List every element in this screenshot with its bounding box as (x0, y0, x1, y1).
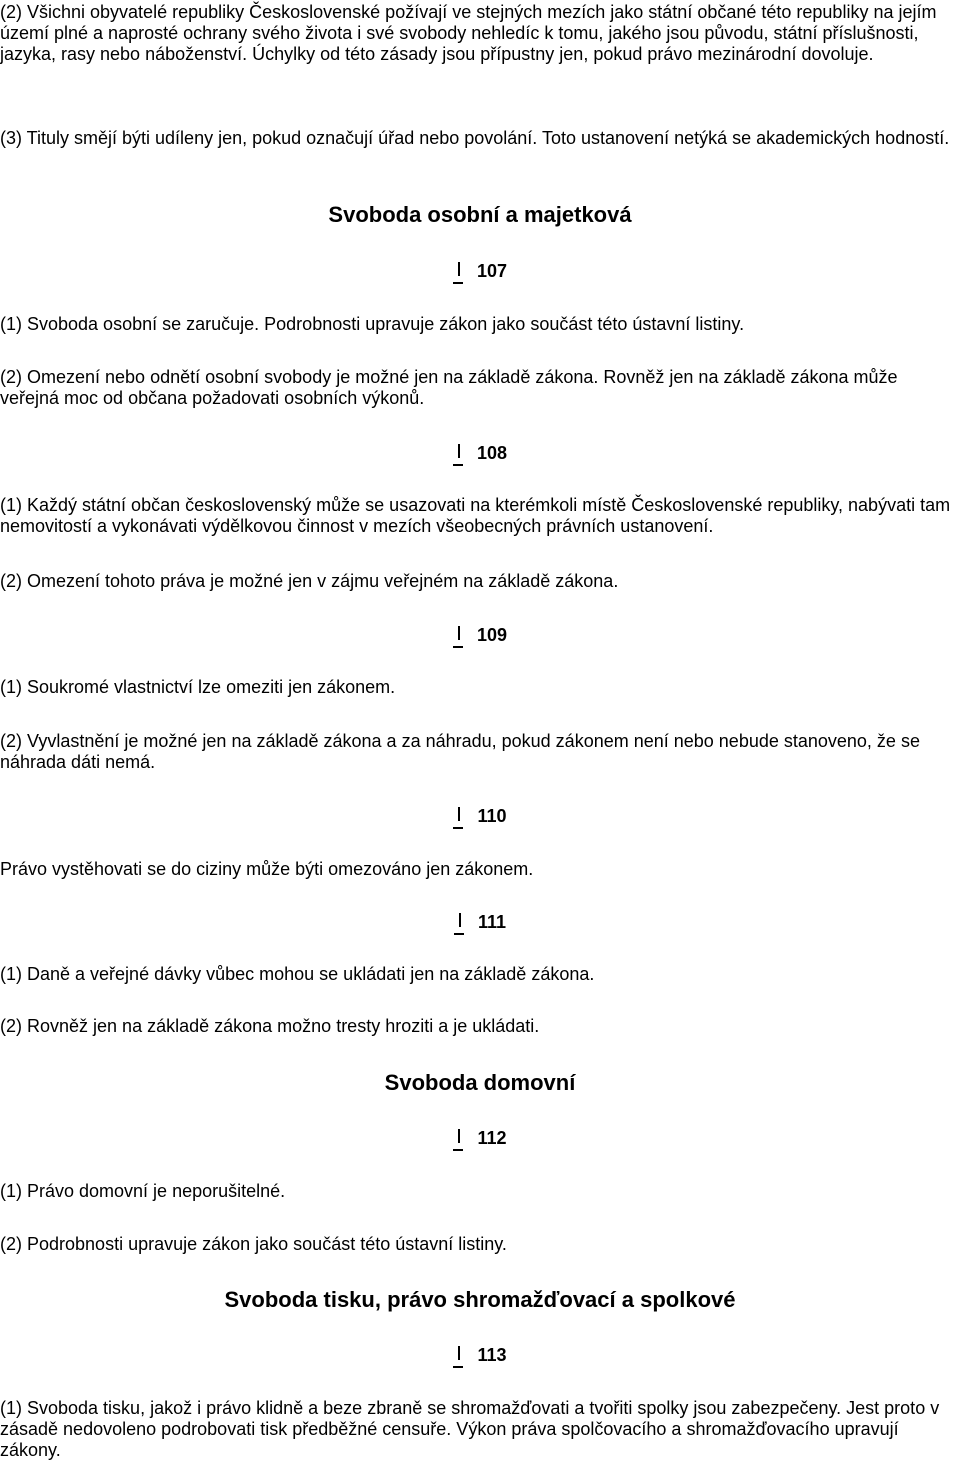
paragraph: (1) Daně a veřejné dávky vůbec mohou se ukládati jen na základě zákona. (0, 964, 595, 984)
section-sign-icon (454, 915, 464, 935)
paragraph: (2) Omezení nebo odnětí osobní svobody je možné jen na základě zákona. Rovněž jen na základě zákona může veřejná moc od občana požadovati osobních výkonů. (0, 367, 898, 408)
heading-home-freedom: Svoboda domovní (384, 1070, 576, 1095)
paragraph: (2) Vyvlastnění je možné jen na základě zákona a za náhradu, pokud zákonem není nebo nebude stanoveno, že se náhrada dáti nemá. (0, 731, 920, 772)
paragraph: (1) Soukromé vlastnictví lze omeziti jen zákonem. (0, 677, 396, 697)
heading-press-freedom: Svoboda tisku, právo shromažďovací a spolkové (224, 1287, 736, 1312)
paragraph: (2) Omezení tohoto práva je možné jen v zájmu veřejném na základě zákona. (0, 571, 619, 591)
paragraph: (2) Všichni obyvatelé republiky Československé požívají ve stejných mezích jako státní občané této republiky na jejím území plné a naprosté ochrany svého života i své svobody nehledíc k tomu, jakého jsou původu, státní příslušnosti, jazyka, rasy nebo náboženství. Úchylky od této zásady jsou přípustny jen, pokud právo mezinárodní dovoluje. (0, 2, 937, 64)
paragraph: Právo vystěhovati se do ciziny může býti omezováno jen zákonem. (0, 859, 534, 879)
section-sign-icon (453, 628, 463, 648)
section-number-108: 108 (0, 442, 960, 464)
paragraph: (1) Právo domovní je neporušitelné. (0, 1181, 286, 1201)
section-sign-icon (453, 1131, 463, 1151)
section-sign-icon (453, 264, 463, 284)
heading-personal-freedom: Svoboda osobní a majetková (328, 202, 632, 227)
paragraph: (1) Svoboda tisku, jakož i právo klidně a beze zbraně se shromažďovati a tvořiti spolky jsou zabezpečeny. Jest proto v zásadě nedovoleno podrobovati tisk předběžné censuře. Výkon práva spolčovacího a shromažďovacího upravují zákony. (0, 1398, 940, 1460)
section-number-112: 112 (0, 1127, 960, 1149)
paragraph: (1) Každý státní občan československý může se usazovati na kterémkoli místě Československé republiky, nabývati tam nemovitostí a vykonávati výdělkovou činnost v mezích všeobecných právních ustanovení. (0, 495, 951, 536)
section-sign-icon (453, 1348, 463, 1368)
section-number-111: 111 (0, 911, 960, 933)
section-number-113: 113 (0, 1344, 960, 1366)
section-number-107: 107 (0, 260, 960, 282)
paragraph: (2) Podrobnosti upravuje zákon jako součást této ústavní listiny. (0, 1234, 507, 1254)
paragraph: (3) Tituly smějí býti udíleny jen, pokud označují úřad nebo povolání. Toto ustanovení netýká se akademických hodností. (0, 128, 950, 148)
paragraph: (2) Rovněž jen na základě zákona možno tresty hroziti a je ukládati. (0, 1016, 540, 1036)
section-sign-icon (453, 809, 463, 829)
section-number-109: 109 (0, 624, 960, 646)
section-sign-icon (453, 446, 463, 466)
paragraph: (1) Svoboda osobní se zaručuje. Podrobnosti upravuje zákon jako součást této ústavní listiny. (0, 314, 745, 334)
section-number-110: 110 (0, 805, 960, 827)
